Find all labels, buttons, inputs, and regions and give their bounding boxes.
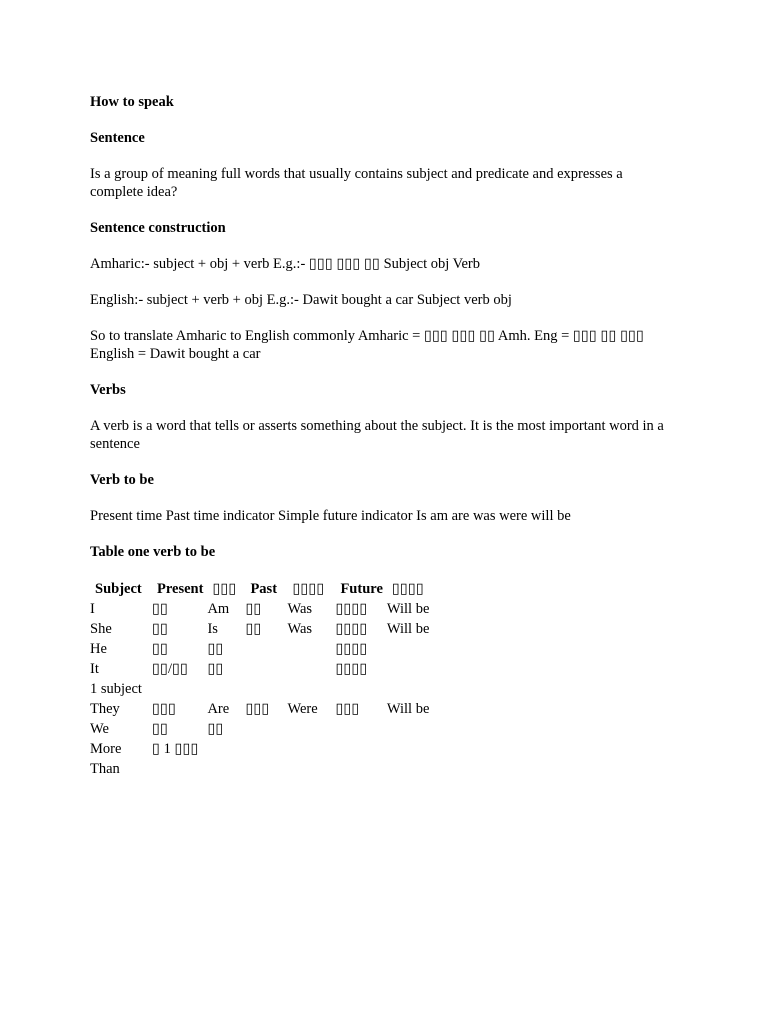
table-cell: More [90,741,122,757]
table-cell: ▯▯ [207,661,224,677]
header-past-amharic: ▯▯▯▯ [292,581,325,597]
table-cell: ▯▯▯▯ [335,641,368,657]
table-body [90,599,435,779]
verbs-heading: Verbs [90,382,126,398]
table-cell [152,679,207,699]
verbs-definition: A verb is a word that tells or asserts something about the subject. It is the most important word in a sentence [90,418,664,452]
table-row [90,699,435,719]
table-cell: ▯▯▯ [152,701,176,717]
sentence-heading: Sentence [90,130,145,146]
table-cell: Will be [386,621,430,637]
table-cell: ▯▯▯ [335,701,360,717]
table-cell [387,759,435,779]
table-cell: Than [90,761,120,777]
table-cell: I [90,601,95,617]
table-cell: Am [207,601,230,617]
verb-to-be-line: Present time Past time indicator Simple future indicator Is am are was were will be [90,508,571,524]
doc-title: How to speak [90,94,174,110]
table-row [90,759,435,779]
table-cell [207,759,245,779]
table-cell: ▯▯ [245,601,262,617]
table-cell: ▯▯/▯▯ [152,661,188,677]
table-cell: ▯▯ [152,601,168,617]
table-cell [245,719,287,739]
table-row [90,619,435,639]
table-cell: ▯▯▯ [245,701,270,717]
translate-line: So to translate Amharic to English commonly Amharic = ▯▯▯ ▯▯▯ ▯▯ Amh. Eng = ▯▯▯ ▯▯ ▯▯▯ English = Dawit bought a car [90,328,645,362]
table-cell: ▯▯ [152,721,168,737]
table-cell [335,759,386,779]
table-cell [287,719,335,739]
table-cell [287,659,335,679]
table-cell [387,719,435,739]
table-cell [207,679,245,699]
table-cell [245,739,287,759]
table-cell [207,739,245,759]
table-cell [387,639,435,659]
table-cell [387,679,435,699]
table-header-row [90,579,435,599]
table-cell [287,679,335,699]
table-cell: Were [287,701,318,717]
table-cell: Was [287,601,313,617]
table-cell: Was [287,621,313,637]
table-cell: ▯▯▯▯ [335,601,368,617]
table-heading: Table one verb to be [90,544,216,560]
amharic-structure-line: Amharic:- subject + obj + verb E.g.:- ▯▯▯ ▯▯▯ ▯▯ Subject obj Verb [90,256,480,272]
table-cell: They [90,701,120,717]
table-cell: ▯▯ [245,621,262,637]
table-cell: It [90,661,99,677]
table-cell [287,759,335,779]
table-cell [287,739,335,759]
table-cell: Will be [386,601,430,617]
table-row [90,659,435,679]
table-row [90,639,435,659]
table-row [90,599,435,619]
verb-to-be-heading: Verb to be [90,472,154,488]
header-future: Future [340,581,383,597]
table-cell [245,659,287,679]
header-present: Present [157,581,204,597]
table-row [90,679,435,699]
table-cell: ▯▯ [152,641,168,657]
table-cell: ▯ 1 ▯▯▯ [152,741,199,757]
table-cell: ▯▯▯▯ [335,661,368,677]
table-cell [335,679,386,699]
table-cell [335,739,386,759]
table-cell: He [90,641,107,657]
table-cell: ▯▯▯▯ [335,621,368,637]
table-cell: ▯▯ [207,721,224,737]
table-cell [245,639,287,659]
english-structure-line: English:- subject + verb + obj E.g.:- Dawit bought a car Subject verb obj [90,292,512,308]
table-cell [387,739,435,759]
header-present-amharic: ▯▯▯ [212,581,237,597]
construction-heading: Sentence construction [90,220,226,236]
table-cell: 1 subject [90,681,142,697]
table-row [90,739,435,759]
sentence-definition: Is a group of meaning full words that usually contains subject and predicate and expresses a complete idea? [90,166,623,200]
verb-to-be-table [90,579,435,779]
header-subject: Subject [95,581,142,597]
header-future-amharic: ▯▯▯▯ [391,581,424,597]
table-cell: We [90,721,109,737]
table-cell: She [90,621,112,637]
table-cell: ▯▯ [207,641,224,657]
table-cell [245,759,287,779]
table-cell [287,639,335,659]
table-cell [387,659,435,679]
table-cell: Will be [386,701,430,717]
header-past: Past [250,581,278,597]
table-cell: Is [207,621,218,637]
table-cell [335,719,386,739]
table-cell: Are [207,701,230,717]
table-cell: ▯▯ [152,621,168,637]
table-cell [152,759,207,779]
table-cell [245,679,287,699]
table-row [90,719,435,739]
